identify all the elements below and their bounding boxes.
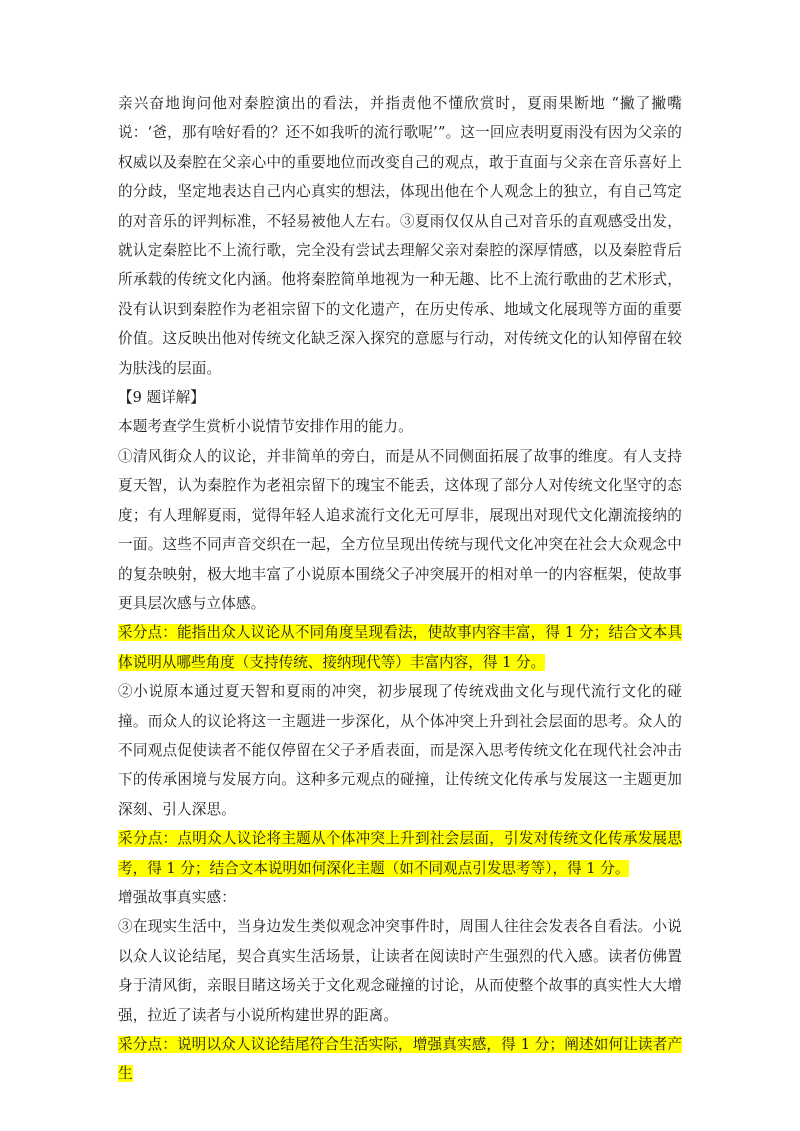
- paragraph-intro: 本题考查学生赏析小说情节安排作用的能力。: [118, 418, 413, 436]
- scoring-note-2-text: 采分点：点明众人议论将主题从个体冲突上升到社会层面，引发对传统文化传承发展思考，得 1 分；结合文本说明如何深化主题（如不同观点引发思考等），得 1 分。: [118, 830, 682, 877]
- paragraph-subheading: 增强故事真实感：: [118, 888, 236, 906]
- scoring-note-1: [118, 618, 682, 677]
- paragraph-point-3: ③在现实生活中，当身边发生类似观念冲突事件时，周围人往往会发表各自看法。小说以众人议论结尾，契合真实生活场景，让读者在阅读时产生强烈的代入感。读者仿佛置身于清风街，亲眼目睹这场关于文化观念碰撞的讨论，从而使整个故事的真实性大大增强，拉近了读者与小说所构建世界的距离。: [118, 918, 682, 1024]
- paragraph-point-1: ①清风街众人的议论，并非简单的旁白，而是从不同侧面拓展了故事的维度。有人支持夏天智，认为秦腔作为老祖宗留下的瑰宝不能丢，这体现了部分人对传统文化坚守的态度；有人理解夏雨，觉得年轻人追求流行文化无可厚非，展现出对现代文化潮流接纳的一面。这些不同声音交织在一起，全方位呈现出传统与现代文化冲突在社会大众观念中的复杂映射，极大地丰富了小说原本围绕父子冲突展开的相对单一的内容框架，使故事更具层次感与立体感。: [118, 447, 682, 612]
- scoring-note-3-text: 采分点：说明以众人议论结尾符合生活实际，增强真实感，得 1 分；阐述如何让读者产生: [118, 1036, 682, 1083]
- scoring-note-3: [118, 1030, 682, 1089]
- paragraph-continuation: 亲兴奋地询问他对秦腔演出的看法，并指责他不懂欣赏时，夏雨果断地 “撇了撇嘴说：‘爸，那有啥好看的？还不如我听的流行歌呢’”。这一回应表明夏雨没有因为父亲的权威以及秦腔在父亲心中的重要地位而改变自己的观点，敢于直面与父亲在音乐喜好上的分歧，坚定地表达自己内心真实的想法，体现出他在个人观念上的独立，有自己笃定的对音乐的评判标准，不轻易被他人左右。③夏雨仅仅从自己对音乐的直观感受出发，就认定秦腔比不上流行歌，完全没有尝试去理解父亲对秦腔的深厚情感，以及秦腔背后所承载的传统文化内涵。他将秦腔简单地视为一种无趣、比不上流行歌曲的艺术形式，没有认识到秦腔作为老祖宗留下的文化遗产，在历史传承、地域文化展现等方面的重要价值。这反映出他对传统文化缺乏深入探究的意愿与行动，对传统文化的认知停留在较为肤浅的层面。: [118, 95, 682, 377]
- section-heading: 【9 题详解】: [118, 389, 205, 407]
- scoring-note-1-text: 采分点：能指出众人议论从不同角度呈现看法，使故事内容丰富，得 1 分；结合文本具体说明从哪些角度（支持传统、接纳现代等）丰富内容，得 1 分。: [118, 624, 682, 671]
- scoring-note-2: [118, 824, 682, 883]
- paragraph-point-2: ②小说原本通过夏天智和夏雨的冲突，初步展现了传统戏曲文化与现代流行文化的碰撞。而众人的议论将这一主题进一步深化，从个体冲突上升到社会层面的思考。众人的不同观点促使读者不能仅停留在父子矛盾表面，而是深入思考传统文化在现代社会冲击下的传承困境与发展方向。这种多元观点的碰撞，让传统文化传承与发展这一主题更加深刻、引人深思。: [118, 683, 682, 818]
